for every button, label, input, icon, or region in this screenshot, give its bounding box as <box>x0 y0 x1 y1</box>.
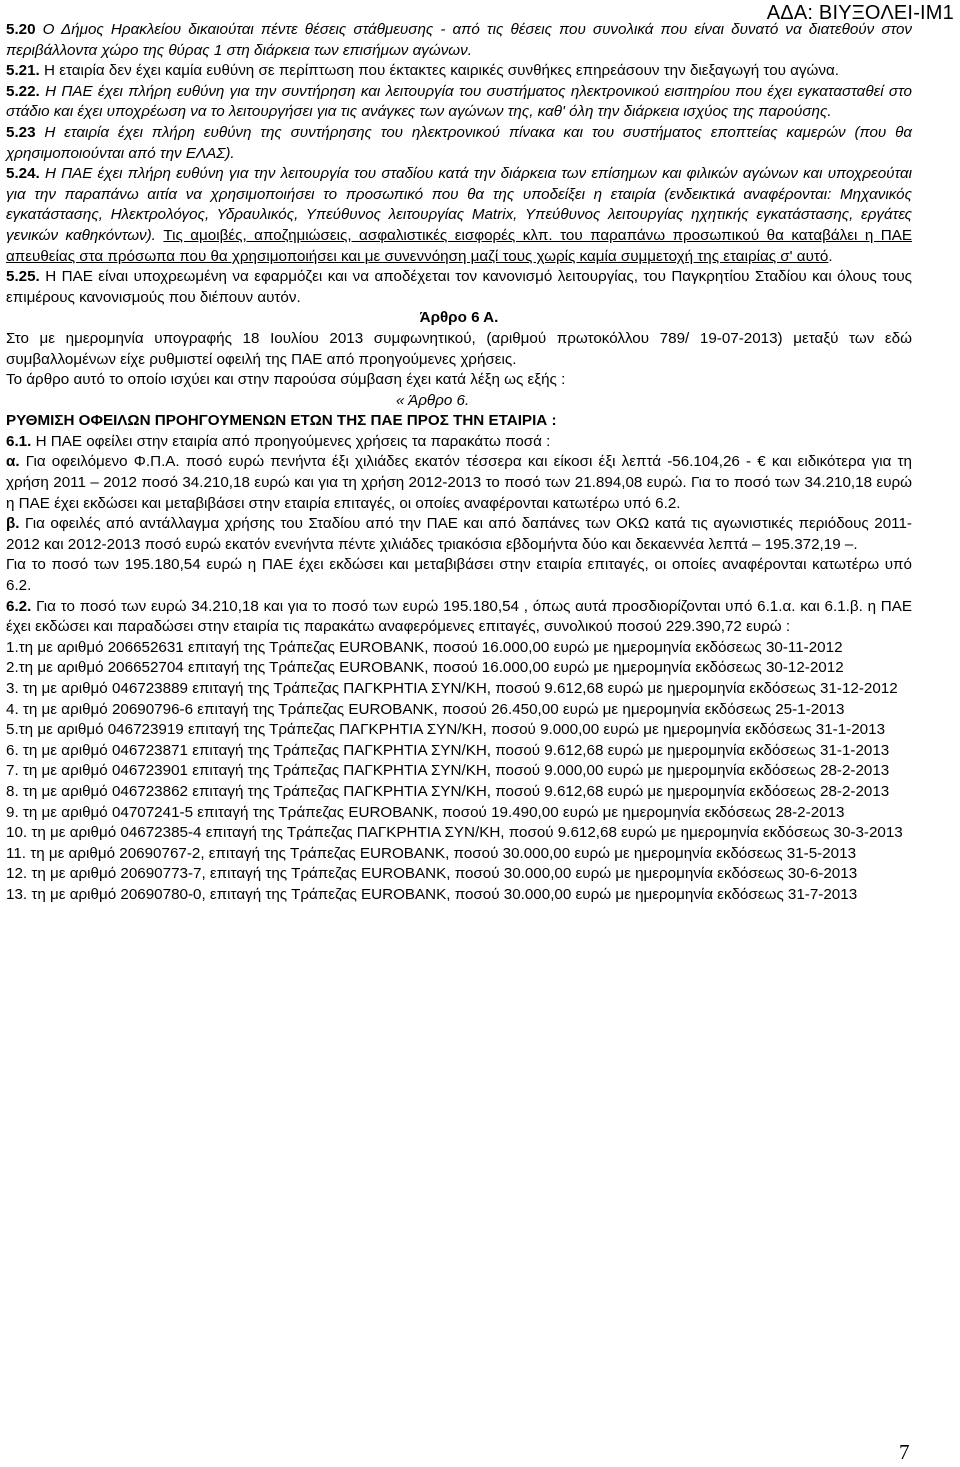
clause-number: 6.2. <box>6 597 32 615</box>
clause-text: Η ΠΑΕ έχει πλήρη ευθύνη για την λειτουργία του σταδίου κατά την διάρκεια των επίσημων και φιλικών αγώνων και υποχρεούται για την παραπάνω αιτία να χρησιμοποιήσει το προσωπικό που θα της υποδείξει η εταιρία (ενδεικτικά αναφέρονται: Μηχανικός εγκατάστασης, Ηλεκτρολόγος, Υδραυλικός, Υπεύθυνος λειτουργίας Matrix, Υπεύθυνος λειτουργίας ηχητικής εγκατάστασης, εργάτες γενικών καθηκόντων). <box>6 165 912 244</box>
page-number: 7 <box>899 1440 910 1464</box>
section-heading: ΡΥΘΜΙΣΗ ΟΦΕΙΛΩΝ ΠΡΟΗΓΟΥΜΕΝΩΝ ΕΤΩΝ ΤΗΣ ΠΑΕ ΠΡΟΣ ΤΗΝ ΕΤΑΙΡΙΑ : <box>6 412 557 430</box>
clause-text: Για το ποσό των ευρώ 34.210,18 και για το ποσό των ευρώ 195.180,54 , όπως αυτά προσδιορίζονται υπό 6.1.α. και 6.1.β. η ΠΑΕ έχει εκδώσει και παραδώσει στην εταιρία τις παρακάτω αναφερόμενες επιταγές, συνολικού ποσού 229.390,72 ευρώ : <box>6 597 912 636</box>
clause-text: Η εταιρία έχει πλήρη ευθύνη της συντήρησης του ηλεκτρονικού πίνακα και του συστήματος εποπτείας καμερών (που θα χρησιμοποιούνται από την ΕΛΑΣ). <box>6 123 912 162</box>
clause-text: Για οφειλές από αντάλλαγμα χρήσης του Σταδίου από την ΠΑΕ και από δαπάνες των ΟΚΩ κατά τις αγωνιστικές περιόδους 2011-2012 και 2012-2013 ποσό ευρώ εκατόν ενενήντα πέντε χιλιάδες τριακόσια εβδομήντα δύο και δεκαεννέα λεπτά – 195.372,19 –. <box>6 515 912 553</box>
quoted-article-title: « Άρθρο 6. <box>396 391 470 409</box>
clause-underlined-text: Τις αμοιβές, αποζημιώσεις, ασφαλιστικές εισφορές κλπ. του παραπάνω προσωπικού θα καταβάλει η ΠΑΕ απευθείας στα πρόσωπα που θα χρησιμοποιήσει και με συνεννόηση μαζί τους χωρίς καμία συμμετοχή της εταιρίας σ' αυτό <box>6 226 912 265</box>
clause-number: 6.1. <box>6 432 32 450</box>
clause-6-1-alpha <box>6 452 912 514</box>
cheque-item: 8. τη με αριθμό 046723862 επιταγή της Τράπεζας ΠΑΓΚΡΗΤΙΑ ΣΥΝ/ΚΗ, ποσού 9.612,68 ευρώ με ημερομηνία εκδόσεως 28-2-2013 <box>6 782 890 800</box>
document-code: ΑΔΑ: ΒΙΥΞΟΛΕΙ-ΙΜ1 <box>766 2 954 24</box>
intro-paragraph: Στο με ημερομηνία υπογραφής 18 Ιουλίου 2013 συμφωνητικού, (αριθμού πρωτοκόλλου 789/ 19-07-2013) μεταξύ των εδώ συμβαλλομένων είχε ρυθμιστεί οφειλή της ΠΑΕ από προηγούμενες χρήσεις. <box>6 329 912 368</box>
document-body <box>6 20 912 906</box>
cheque-item: 12. τη με αριθμό 20690773-7, επιταγή της Τράπεζας EUROBANK, ποσού 30.000,00 ευρώ με ημερομηνία εκδόσεως 30-6-2013 <box>6 865 858 883</box>
clause-end: . <box>828 247 833 265</box>
clause-number: 5.23 <box>6 123 36 141</box>
clause-label: β. <box>6 515 20 533</box>
cheque-item: 1.τη με αριθμό 206652631 επιταγή της Τράπεζας EUROBANK, ποσού 16.000,00 ευρώ με ημερομηνία εκδόσεως 30-11-2012 <box>6 638 843 656</box>
cheque-list <box>6 638 912 906</box>
cheque-item: 5.τη με αριθμό 046723919 επιταγή της Τράπεζας ΠΑΓΚΡΗΤΙΑ ΣΥΝ/ΚΗ, ποσού 9.000,00 ευρώ με ημερομηνία εκδόσεως 31-1-2013 <box>6 721 886 739</box>
clause-number: 5.22. <box>6 82 40 100</box>
clause-5-21 <box>6 61 912 82</box>
clause-text: Ο Δήμος Ηρακλείου δικαιούται πέντε θέσεις στάθμευσης - από τις θέσεις που συνολικά που είναι δυνατό να διατεθούν στον περιβάλλοντα χώρο της θύρας 1 στη διάρκεια των επισήμων αγώνων. <box>6 21 912 59</box>
clause-5-24 <box>6 164 912 267</box>
clause-number: 5.24. <box>6 165 40 183</box>
intro-paragraph-2: Το άρθρο αυτό το οποίο ισχύει και στην παρούσα σύμβαση έχει κατά λέξη ως εξής : <box>6 371 566 389</box>
cheque-item: 13. τη με αριθμό 20690780-0, επιταγή της Τράπεζας EUROBANK, ποσού 30.000,00 ευρώ με ημερομηνία εκδόσεως 31-7-2013 <box>6 885 858 903</box>
cheque-item: 3. τη με αριθμό 046723889 επιταγή της Τράπεζας ΠΑΓΚΡΗΤΙΑ ΣΥΝ/ΚΗ, ποσού 9.612,68 ευρώ με ημερομηνία εκδόσεως 31-12-2012 <box>6 680 898 697</box>
clause-6-1-beta-continued: Για το ποσό των 195.180,54 ευρώ η ΠΑΕ έχει εκδώσει και μεταβιβάσει στην εταιρία επιταγές, οι οποίες αναφέρονται κατωτέρω υπό 6.2. <box>6 556 912 595</box>
clause-text: Η ΠΑΕ οφείλει στην εταιρία από προηγούμενες χρήσεις τα παρακάτω ποσά : <box>31 432 551 450</box>
cheque-item: 11. τη με αριθμό 20690767-2, επιταγή της Τράπεζας EUROBANK, ποσού 30.000,00 ευρώ με ημερομηνία εκδόσεως 31-5-2013 <box>6 844 857 862</box>
clause-6-1-beta <box>6 514 912 555</box>
cheque-item: 2.τη με αριθμό 206652704 επιταγή της Τράπεζας EUROBANK, ποσού 16.000,00 ευρώ με ημερομηνία εκδόσεως 30-12-2012 <box>6 659 844 677</box>
cheque-item: 10. τη με αριθμό 04672385-4 επιταγή της Τράπεζας ΠΑΓΚΡΗΤΙΑ ΣΥΝ/ΚΗ, ποσού 9.612,68 ευρώ με ημερομηνία εκδόσεως 30-3-2013 <box>6 824 903 842</box>
clause-5-20 <box>6 20 912 61</box>
clause-6-2 <box>6 597 912 638</box>
cheque-item: 9. τη με αριθμό 04707241-5 επιταγή της Τράπεζας EUROBANK, ποσού 19.490,00 ευρώ με ημερομηνία εκδόσεως 28-2-2013 <box>6 803 845 821</box>
clause-number: 5.21. <box>6 62 40 80</box>
clause-text: Η εταιρία δεν έχει καμία ευθύνη σε περίπτωση που έκτακτες καιρικές συνθήκες επηρεάσουν την διεξαγωγή του αγώνα. <box>39 62 840 80</box>
clause-6-1 <box>6 432 912 453</box>
cheque-item: 4. τη με αριθμό 20690796-6 επιταγή της Τράπεζας EUROBANK, ποσού 26.450,00 ευρώ με ημερομηνία εκδόσεως 25-1-2013 <box>6 700 845 718</box>
clause-text: Η ΠΑΕ έχει πλήρη ευθύνη για την συντήρηση και λειτουργία του συστήματος ηλεκτρονικού εισιτηρίου που έχει εγκατασταθεί στο στάδιο και έχει υποχρέωση να το λειτουργήσει για τις ανάγκες των αγώνων της, καθ' όλη την διάρκεια ισχύος της παρούσης. <box>6 82 912 121</box>
cheque-item: 7. τη με αριθμό 046723901 επιταγή της Τράπεζας ΠΑΓΚΡΗΤΙΑ ΣΥΝ/ΚΗ, ποσού 9.000,00 ευρώ με ημερομηνία εκδόσεως 28-2-2013 <box>6 762 890 780</box>
clause-label: α. <box>6 453 20 471</box>
cheque-item: 6. τη με αριθμό 046723871 επιταγή της Τράπεζας ΠΑΓΚΡΗΤΙΑ ΣΥΝ/ΚΗ, ποσού 9.612,68 ευρώ με ημερομηνία εκδόσεως 31-1-2013 <box>6 741 890 759</box>
clause-5-23 <box>6 123 912 164</box>
clause-5-25 <box>6 267 912 308</box>
clause-text: Για οφειλόμενο Φ.Π.Α. ποσό ευρώ πενήντα έξι χιλιάδες εκατόν τέσσερα και είκοσι έξι λεπτά -56.104,26 - € και ειδικότερα για τη χρήση 2011 – 2012 ποσό 34.210,18 ευρώ και για τη χρήση 2012-2013 το ποσό των 21.894,08 ευρώ. Για το ποσό των 34.210,18 ευρώ η ΠΑΕ έχει εκδώσει και μεταβιβάσει στην εταιρία επιταγές, οι οποίες αναφέρονται κατωτέρω υπό 6.2. <box>6 453 912 512</box>
clause-text: Η ΠΑΕ είναι υποχρεωμένη να εφαρμόζει και να αποδέχεται τον κανονισμό λειτουργίας, του Παγκρητίου Σταδίου και όλους τους επιμέρους κανονισμούς που διέπουν αυτόν. <box>6 268 912 306</box>
clause-number: 5.25. <box>6 268 40 286</box>
clause-5-22 <box>6 82 912 123</box>
article-title: Άρθρο 6 Α. <box>419 309 499 327</box>
clause-number: 5.20 <box>6 21 36 38</box>
